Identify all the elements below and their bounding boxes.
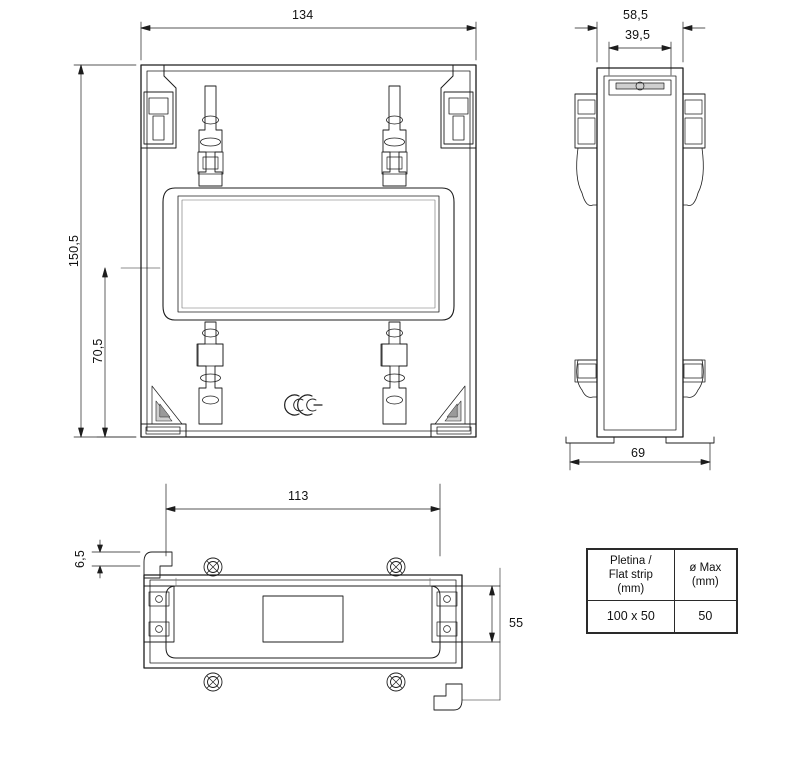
table-row bbox=[588, 601, 737, 633]
dim-top-offset: 6,5 bbox=[73, 550, 87, 568]
table-header-flat-strip bbox=[588, 550, 675, 601]
spec-table bbox=[586, 548, 738, 634]
top-view bbox=[144, 552, 462, 710]
dim-side-inner-width: 39,5 bbox=[625, 28, 651, 42]
dim-front-inner-height: 70,5 bbox=[91, 338, 105, 364]
header-line-1: ø Max bbox=[689, 561, 722, 574]
table-header-row bbox=[588, 550, 737, 601]
ce-marking bbox=[285, 395, 322, 415]
table-header-diameter-max bbox=[674, 550, 736, 601]
header-line-3: (mm) bbox=[617, 583, 645, 595]
dim-front-width: 134 bbox=[292, 8, 314, 22]
side-view bbox=[566, 68, 714, 443]
dim-side-bottom-width: 69 bbox=[631, 446, 646, 460]
front-view-dimensions bbox=[74, 22, 476, 437]
cell-diameter-max: 50 bbox=[674, 601, 736, 633]
dim-front-height: 150,5 bbox=[67, 234, 81, 268]
header-line-2: (mm) bbox=[691, 576, 719, 588]
dim-side-top-width: 58,5 bbox=[623, 8, 649, 22]
cell-flat-strip: 100 x 50 bbox=[588, 601, 675, 633]
dim-top-height: 55 bbox=[509, 616, 524, 630]
dim-top-width: 113 bbox=[288, 489, 309, 503]
front-view bbox=[141, 65, 476, 437]
header-line-1: Pletina / bbox=[610, 554, 652, 567]
header-line-2: Flat strip bbox=[608, 568, 653, 581]
